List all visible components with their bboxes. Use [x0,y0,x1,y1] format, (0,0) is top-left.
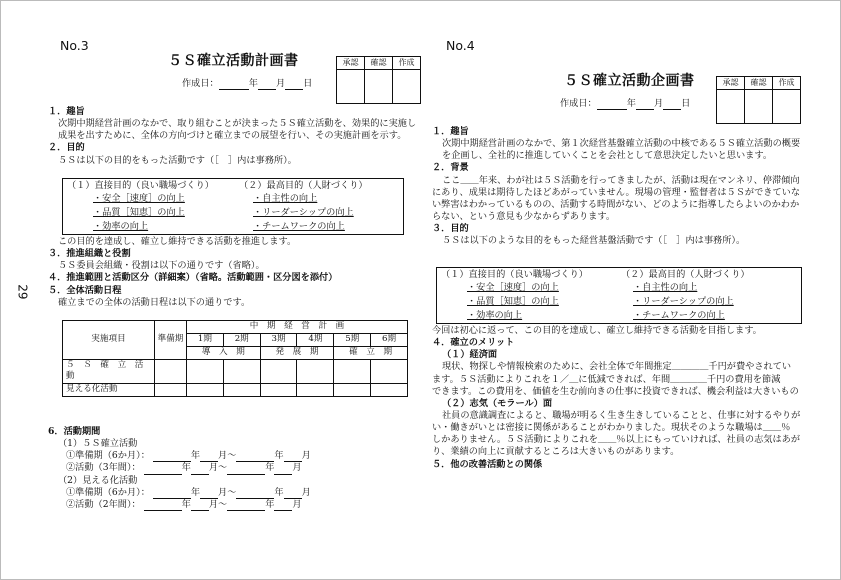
section-purport: １．趣旨 次期中期経営計画のなかで、第１次経営基盤確立活動の中核である５Ｓ確立活動の概要 を企画し、全社的に推進していくことを会社として意思決定したいと思います。 ２．背景 ここ＿＿年来、わが社は５Ｓ活動を行ってきましたが、活動は現在マンネリ、停滞傾向 にあり、成果は期待したほどあがっていません。現場の管理・監督者は５Ｓができていな い弊害はわかっているものの、活動する時間がない、どのように指導したらよいのかわか らない、という意見も少なからずあります。 ３．目的 ５Ｓは以下のような目的をもった経営基盤活動です（［ ］内は事務所）。 [432,126,801,247]
section-organization: この目的を達成し、確立し維持できる活動を推進します。 ３．推進組織と役割 ５Ｓ委員会組織・役割は以下の通りです（省略）。 ４．推進範囲と活動区分（詳細案）（省略。活動範囲・区分図を添付） ５．全体活動日程 確立までの全体の活動日程は以下の通りです。 [48,236,338,308]
period-row: ②活動（3年間）： 年 月〜 年 月 [66,462,302,474]
section-period: 6．活動期間 （1）５Ｓ確立活動 ①準備期（6か月）： 年 月〜 年 月 ②活動（3年間）： 年 月〜 年 月 （2）見える化活動 ①準備期（6か月）： 年 月〜 年 月 ②活動（2年間）： 年 月〜 年 月 [48,426,428,511]
approval-stamp-box: 承認 確認 作成 [716,76,801,124]
page-number: 29 [15,284,30,300]
form-no4 [432,0,804,580]
objectives-box: （１）直接目的（良い職場づくり） （２）最高目的（人財づくり） ・安全［速度］の向上 ・自主性の向上 ・品質［知恵］の向上 ・リーダーシップの向上 ・効率の向上 ・チームワークの向上 [436,267,802,324]
form-title: ５Ｓ確立活動企画書 [564,73,695,89]
period-row: ①準備期（6か月）： 年 月〜 年 月 [66,486,311,498]
period-row: ②活動（2年間）： 年 月〜 年 月 [66,498,302,510]
created-date: 作成日： 年 月 日 [182,78,313,89]
approval-stamp-box: 承認 確認 作成 [336,56,421,104]
section-merit: 今回は初心に返って、この目的を達成し、確立し維持できる活動を目指します。 ４．確立のメリット （１）経済面 現状、物探しや情報検索のために、会社全体で年間推定＿＿＿＿千円が費やされてい ます。５Ｓ活動によりこれを１／＿に低減できれば、年間＿＿＿＿千円の費用を節減 できます。この費用を、価値を生む前向きの仕事に投資できれば、機会利益は大きいもの （２）志気（モラール）面 社員の意識調査によると、職場が明るく生き生きしていることと、仕事に対するやりが い・働きがいとは密接に関係があることがわかりました。現状そのような職場は＿＿％ しかありません。５Ｓ活動によりこれを＿＿％以上にもっていければ、社員の志気はあが り、業績の向上に貢献するところは大きいものがあります。 ５．他の改善活動との関係 [432,325,801,470]
form-number: No.3 [60,38,89,53]
form-number: No.4 [446,38,475,53]
period-row: ①準備期（6か月）： 年 月〜 年 月 [66,450,311,462]
form-title: ５Ｓ確立活動計画書 [168,53,299,69]
created-date: 作成日： 年 月 日 [560,98,691,109]
objectives-box: （１）直接目的（良い職場づくり） （２）最高目的（人財づくり） ・安全［速度］の向上 ・自主性の向上 ・品質［知恵］の向上 ・リーダーシップの向上 ・効率の向上 ・チームワークの向上 [62,178,404,235]
section-purport: １．趣旨 次期中期経営計画のなかで、取り組むことが決まった５Ｓ確立活動を、効果的に実施し 成果を出すために、全体の方向づけと確立までの展望を行い、その実施計画を示す。 ２．目的 ５Ｓは以下の目的をもった活動です（［ ］内は事務所）。 [48,106,417,166]
form-no3 [48,0,428,580]
schedule-table: 実施項目 準備期 中 期 経 営 計 画 1期 2期 3期 4期 5期 6期 導 入 期 発 展 期 確 立 期 ５ Ｓ 確 立 活 動 見える化活動 [62,320,408,397]
